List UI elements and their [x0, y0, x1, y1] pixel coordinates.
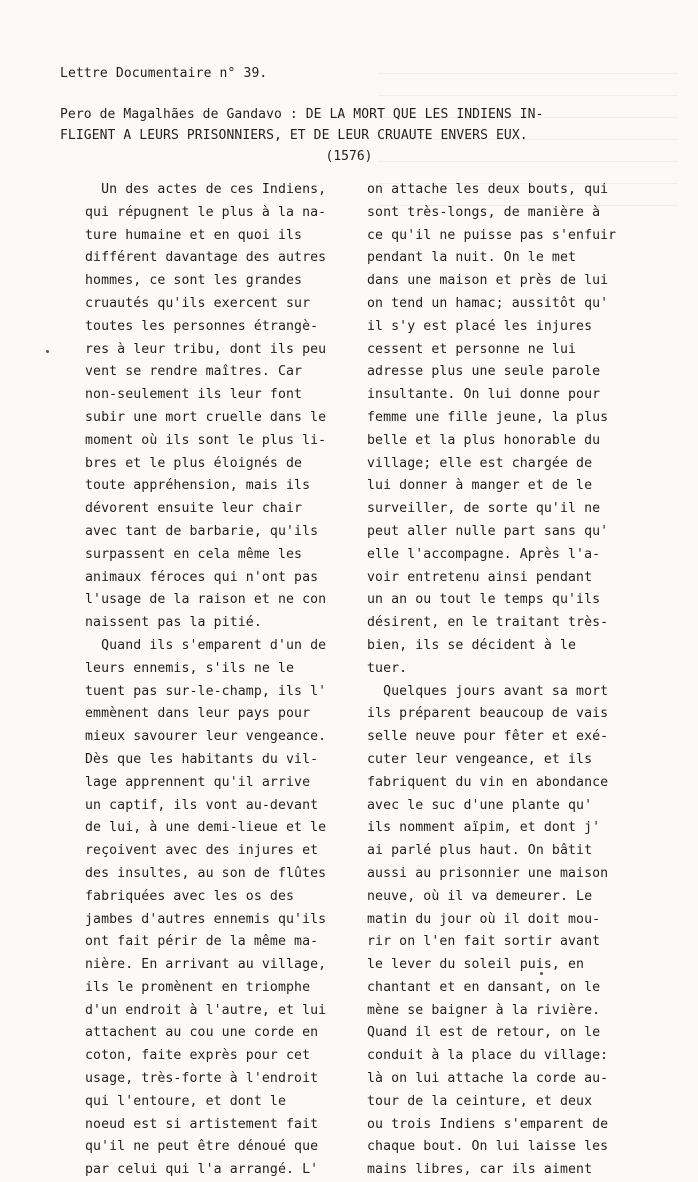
text-line: surveiller, de sorte qu'il ne: [367, 501, 601, 517]
text-line: bien, ils se décident à le: [367, 637, 577, 653]
text-line: matin du jour où il doit mou-: [367, 911, 601, 927]
text-line: qui l'entoure, et dont le: [85, 1093, 286, 1109]
text-line: naissent pas la pitié.: [85, 615, 262, 631]
text-line: femme une fille jeune, la plus: [367, 409, 609, 425]
text-line: emmènent dans leur pays pour: [85, 706, 311, 722]
text-line: il s'y est placé les injures: [367, 318, 593, 334]
text-line: mains libres, car ils aiment: [367, 1162, 593, 1178]
text-line: cuter leur vengeance, et ils: [367, 751, 593, 767]
text-line: animaux féroces qui n'ont pas: [85, 569, 319, 585]
title-line: FLIGENT A LEURS PRISONNIERS, ET DE LEUR CRUAUTE ENVERS EUX.: [60, 128, 528, 143]
text-line: qui répugnent le plus à la na-: [85, 204, 327, 220]
text-line: attachent au cou une corde en: [85, 1025, 319, 1041]
text-line: différent davantage des autres: [85, 250, 327, 266]
text-line: vent se rendre maîtres. Car: [85, 364, 303, 380]
text-line: fabriquent du vin en abondance: [367, 774, 609, 790]
text-line: peut aller nulle part sans qu': [367, 523, 609, 539]
text-line: chaque bout. On lui laisse les: [367, 1139, 609, 1155]
text-line: tuent pas sur-le-champ, ils l': [85, 683, 327, 699]
text-line: un an ou tout le temps qu'ils: [367, 592, 601, 608]
text-line: avec tant de barbarie, qu'ils: [85, 523, 319, 539]
text-line: Quelques jours avant sa mort: [367, 683, 609, 699]
text-line: qu'il ne peut être dénoué que: [85, 1139, 319, 1155]
text-line: ont fait périr de la même ma-: [85, 934, 319, 950]
text-line: elle l'accompagne. Après l'a-: [367, 546, 601, 562]
text-line: conduit à la place du village:: [367, 1048, 609, 1064]
text-line: belle et la plus honorable du: [367, 432, 601, 448]
text-line: reçoivent avec des injures et: [85, 843, 319, 859]
text-line: Dès que les habitants du vil-: [85, 751, 319, 767]
text-line: on tend un hamac; aussitôt qu': [367, 295, 609, 311]
text-line: leurs ennemis, s'ils ne le: [85, 660, 295, 676]
text-line: village; elle est chargée de: [367, 455, 593, 471]
text-line: d'un endroit à l'autre, et lui: [85, 1002, 327, 1018]
left-column: [85, 179, 350, 1182]
text-line: cruautés qu'ils exercent sur: [85, 295, 311, 311]
text-line: hommes, ce sont les grandes: [85, 273, 303, 289]
document-title: [60, 104, 620, 146]
text-line: neuve, où il va demeurer. Le: [367, 888, 593, 904]
text-line: ai parlé plus haut. On bâtit: [367, 843, 593, 859]
text-line: chantant et en dansant, on le: [367, 979, 601, 995]
text-line: un captif, ils vont au-devant: [85, 797, 319, 813]
text-line: des insultes, au son de flûtes: [85, 865, 327, 881]
text-line: insultante. On lui donne pour: [367, 387, 601, 403]
text-line: rir on l'en fait sortir avant: [367, 934, 601, 950]
text-line: avec le suc d'une plante qu': [367, 797, 593, 813]
text-line: coton, faite exprès pour cet: [85, 1048, 311, 1064]
text-line: ils préparent beaucoup de vais: [367, 706, 609, 722]
text-line: le lever du soleil puis, en: [367, 957, 585, 973]
text-line: Un des actes de ces Indiens,: [85, 182, 327, 197]
text-line: selle neuve pour fêter et exé-: [367, 729, 609, 745]
text-line: surpassent en cela même les: [85, 546, 303, 562]
text-line: toute appréhension, mais ils: [85, 478, 311, 494]
document-year: (1576): [325, 149, 373, 164]
text-line: ils le promènent en triomphe: [85, 979, 311, 995]
margin-mark: [46, 350, 49, 353]
text-line: ou trois Indiens s'emparent de: [367, 1116, 609, 1132]
text-line: lage apprennent qu'il arrive: [85, 774, 311, 790]
text-line: mieux savourer leur vengeance.: [85, 729, 327, 745]
text-line: nière. En arrivant au village,: [85, 957, 327, 973]
text-line: adresse plus une seule parole: [367, 364, 601, 380]
text-line: Quand ils s'emparent d'un de: [85, 637, 327, 653]
text-line: sont très-longs, de manière à: [367, 204, 601, 220]
text-line: toutes les personnes étrangè-: [85, 318, 319, 334]
text-line: fabriquées avec les os des: [85, 888, 295, 904]
text-line: jambes d'autres ennemis qu'ils: [85, 911, 327, 927]
right-column: [367, 179, 647, 1182]
text-line: mène se baigner à la rivière.: [367, 1002, 601, 1018]
text-line: on attache les deux bouts, qui: [367, 182, 609, 197]
page-mark: [540, 972, 543, 975]
text-line: noeud est si artistement fait: [85, 1116, 319, 1132]
text-line: désirent, en le traitant très-: [367, 615, 609, 631]
text-line: ils nomment aïpim, et dont j': [367, 820, 601, 836]
title-line: Pero de Magalhães de Gandavo : DE LA MORT QUE LES INDIENS IN-: [60, 107, 544, 122]
text-line: aussi au prisonnier une maison: [367, 865, 609, 881]
text-line: bres et le plus éloignés de: [85, 455, 303, 471]
text-line: tuer.: [367, 660, 408, 676]
letter-header: Lettre Documentaire n° 39.: [60, 66, 268, 81]
text-line: dévorent ensuite leur chair: [85, 501, 303, 517]
text-line: moment où ils sont le plus li-: [85, 432, 327, 448]
text-line: Quand il est de retour, on le: [367, 1025, 601, 1041]
text-line: dans une maison et près de lui: [367, 273, 609, 289]
text-line: usage, très-forte à l'endroit: [85, 1071, 319, 1087]
text-line: pendant la nuit. On le met: [367, 250, 577, 266]
text-line: ture humaine et en quoi ils: [85, 227, 303, 243]
text-line: subir une mort cruelle dans le: [85, 409, 327, 425]
text-line: non-seulement ils leur font: [85, 387, 303, 403]
text-line: res à leur tribu, dont ils peu: [85, 341, 327, 357]
text-line: là on lui attache la corde au-: [367, 1071, 609, 1087]
text-line: de lui, à une demi-lieue et le: [85, 820, 327, 836]
text-line: par celui qui l'a arrangé. L': [85, 1162, 319, 1178]
text-line: cessent et personne ne lui: [367, 341, 577, 357]
text-line: ce qu'il ne puisse pas s'enfuir: [367, 227, 617, 243]
text-line: l'usage de la raison et ne con: [85, 592, 327, 608]
text-line: voir entretenu ainsi pendant: [367, 569, 593, 585]
text-line: tour de la ceinture, et deux: [367, 1093, 593, 1109]
text-line: lui donner à manger et de le: [367, 478, 593, 494]
